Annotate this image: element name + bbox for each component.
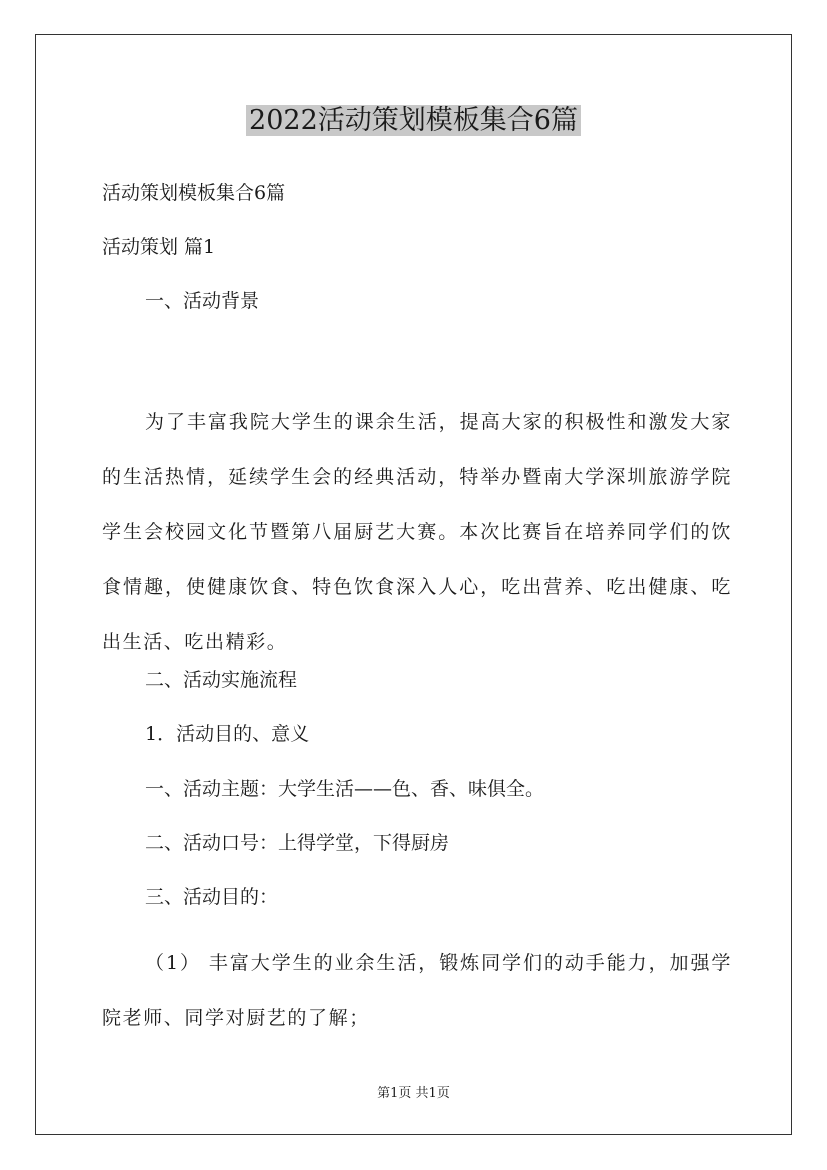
- document-title-text: 2022活动策划模板集合6篇: [246, 105, 581, 136]
- section-heading: 活动策划 篇1: [102, 236, 216, 258]
- document-title: [0, 100, 827, 142]
- item-purpose-meaning: 1．活动目的、意义: [145, 723, 310, 745]
- page-footer: 第1页 共1页: [377, 1086, 450, 1101]
- document-subtitle: 活动策划模板集合6篇: [102, 182, 286, 204]
- paragraph-goal-1: （1） 丰富大学生的业余生活，锻炼同学们的动手能力，加强学院老师、同学对厨艺的了解；: [102, 952, 732, 1029]
- item-slogan: 二、活动口号：上得学堂，下得厨房: [145, 832, 450, 854]
- heading-process: 二、活动实施流程: [145, 669, 298, 691]
- item-theme: 一、活动主题：大学生活——色、香、味俱全。: [145, 778, 545, 800]
- heading-background: 一、活动背景: [145, 290, 260, 312]
- paragraph-background: 为了丰富我院大学生的课余生活，提高大家的积极性和激发大家的生活热情，延续学生会的经典活动，特举办暨南大学深圳旅游学院学生会校园文化节暨第八届厨艺大赛。本次比赛旨在培养同学们的饮食情趣，使健康饮食、特色饮食深入人心，吃出营养、吃出健康、吃出生活、吃出精彩。: [102, 411, 732, 653]
- item-goals: 三、活动目的：: [145, 886, 279, 908]
